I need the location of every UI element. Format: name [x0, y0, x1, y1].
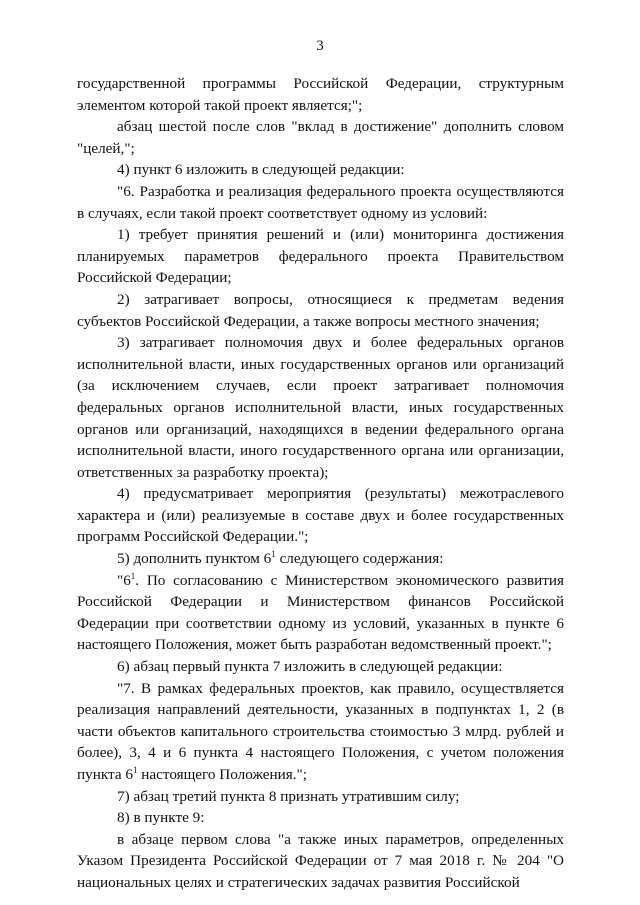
paragraph-continuation: государственной программы Российской Федерации, структурным элементом которой такой проект является;"; — [77, 75, 564, 114]
document-body — [77, 73, 564, 894]
superscript: 1 — [130, 570, 136, 581]
superscript: 1 — [271, 549, 276, 559]
paragraph: в абзаце первом слова "а также иных параметров, определенных Указом Президента Российской Федерации от 7 мая 2018 г. № 204 "О национальных целях и стратегических задачах развития Российской — [77, 830, 564, 891]
list-item: 1) требует принятия решений и (или) мониторинга достижения планируемых параметров федерального проекта Правительством Российской Федерации; — [77, 226, 564, 287]
text-part: 5) дополнить пунктом 6 — [117, 550, 272, 568]
text-part: "7. В рамках федеральных проектов, как правило, осуществляется реализация направлений деятельности, указанных в подпунктах 1, 2 (в части объектов капитального строительства стоимостью 3 млрд. рублей и более), 3, 4 и 6 пункта 4 настоящего Положения, с учетом положения пункта 6 — [77, 679, 564, 783]
paragraph: 6) абзац первый пункта 7 изложить в следующей редакции: — [117, 658, 503, 676]
superscript: 1 — [132, 764, 138, 775]
list-item: 3) затрагивает полномочия двух и более федеральных органов исполнительной власти, иных государственных органов или организаций (за исключением случаев, если проект затрагивает полномочия федеральных органов исполнительной власти, иных государственных органов или организаций, находящихся в ведении федерального органа исполнительной власти, иного государственного органа или организации, ответственных за разработку проекта); — [77, 334, 564, 481]
text-part: "6 — [117, 571, 131, 589]
paragraph: 8) в пункте 9: — [117, 809, 205, 827]
paragraph — [77, 548, 564, 570]
paragraph: 4) пункт 6 изложить в следующей редакции: — [117, 161, 405, 179]
page-number: 3 — [316, 38, 324, 54]
text-part: следующего содержания: — [275, 550, 444, 568]
paragraph: "6. Разработка и реализация федерального проекта осуществляются в случаях, если такой проект соответствует одному из условий: — [77, 182, 564, 222]
paragraph — [77, 570, 564, 656]
paragraph: 7) абзац третий пункта 8 признать утратившим силу; — [117, 787, 460, 805]
paragraph: абзац шестой после слов "вклад в достижение" дополнить словом "целей,"; — [77, 118, 564, 157]
list-item: 4) предусматривает мероприятия (результаты) межотраслевого характера и (или) реализуемые в составе двух и более государственных программ Российской Федерации."; — [77, 485, 564, 546]
list-item: 2) затрагивает вопросы, относящиеся к предметам ведения субъектов Российской Федерации, а также вопросы местного значения; — [77, 290, 564, 330]
text-part: . По согласованию с Министерством экономического развития Российской Федерации и Министерством финансов Российской Федерации при соответствии одному из условий, указанных в пункте 6 настоящего Положения, может быть разработан ведомственный проект."; — [77, 571, 564, 654]
text-part: настоящего Положения."; — [137, 766, 307, 783]
paragraph — [77, 678, 564, 786]
